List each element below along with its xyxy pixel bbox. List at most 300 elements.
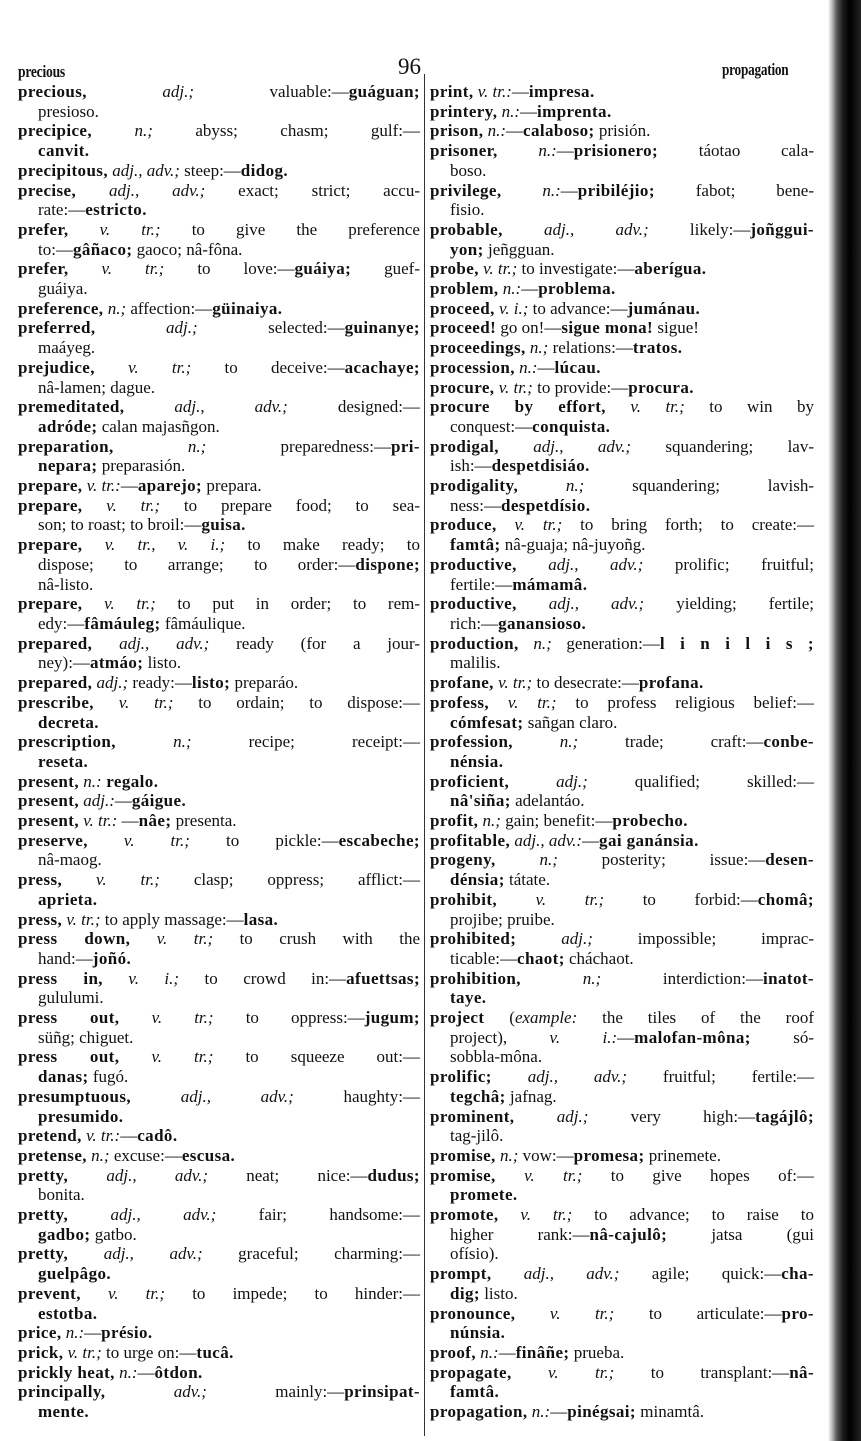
part-of-speech: n.; (518, 476, 585, 496)
bold-term: production, (430, 633, 519, 653)
part-of-speech: v. tr.; (80, 1283, 166, 1303)
part-of-speech: adj., adv.; (516, 594, 645, 614)
part-of-speech: adj.; (514, 1106, 589, 1126)
entry-line (430, 752, 814, 772)
entry-line (18, 1008, 420, 1028)
definition-text: very high:— (588, 1106, 756, 1126)
bold-term: preference, (18, 298, 104, 318)
definition-text: jatsa (gui (667, 1224, 814, 1244)
entry-line (430, 82, 814, 102)
entry-line (430, 1304, 814, 1324)
dictionary-entry (18, 732, 420, 771)
bold-term: núnsia. (450, 1323, 506, 1343)
definition-text: ticable:— (450, 948, 518, 968)
part-of-speech: v. tr.; (495, 1165, 583, 1185)
bold-term: nâ- (789, 1362, 815, 1382)
part-of-speech: n.: (476, 1343, 499, 1362)
definition-text: nâ-maog. (38, 850, 102, 870)
dictionary-entry (430, 515, 814, 554)
dictionary-entry (18, 1363, 420, 1383)
entry-line (430, 181, 814, 201)
definition-text: to urge on:— (101, 1343, 197, 1362)
entry-line (430, 910, 814, 930)
definition-text: — (556, 141, 574, 161)
dictionary-entry (18, 1008, 420, 1047)
definition-text: to investigate:— (517, 259, 635, 279)
definition-text: hand:— (38, 948, 93, 968)
bold-term: guáiya; (294, 259, 352, 279)
definition-text: — (537, 357, 555, 377)
bold-term: famtâ; (450, 535, 501, 555)
definition-text: trade; craft:— (578, 732, 764, 752)
bold-term: preparation, (18, 436, 114, 456)
entry-line (18, 240, 420, 260)
bold-term: present, (18, 811, 79, 831)
bold-term: canvit. (38, 141, 90, 161)
entry-line (18, 969, 420, 989)
bold-term: estotba. (38, 1303, 98, 1323)
part-of-speech: adj., adv.; (68, 1244, 203, 1264)
bold-term: finâñe; (515, 1343, 570, 1362)
entry-line (18, 1146, 420, 1166)
bold-term: prejudice, (18, 357, 95, 377)
definition-text: ready:— (128, 673, 192, 693)
definition-text: só- (750, 1027, 815, 1047)
definition-text: clasp; oppress; afflict:— (159, 870, 420, 890)
definition-text: preparáo. (230, 673, 299, 693)
dictionary-entry (18, 870, 420, 909)
entry-line (18, 496, 420, 516)
part-of-speech: n.; (478, 811, 501, 831)
entry-line (430, 318, 814, 338)
entry-line (430, 811, 814, 831)
entry-line (18, 1284, 420, 1304)
part-of-speech: n.; (525, 338, 549, 358)
dictionary-entry (18, 437, 420, 476)
definition-text: gululumi. (38, 988, 104, 1008)
definition-text: listo. (479, 1283, 518, 1303)
definition-text: graceful; charming:— (202, 1244, 420, 1264)
definition-text: adelantáo. (510, 791, 585, 811)
part-of-speech: adj., adv.; (498, 436, 632, 456)
bold-term: tratos. (632, 338, 683, 358)
bold-term: prepared, (18, 673, 93, 693)
part-of-speech: v. tr.; (82, 495, 161, 515)
entry-line (430, 1284, 814, 1304)
bold-term: cómfesat; (450, 712, 524, 732)
part-of-speech: n.: (78, 771, 102, 791)
bold-term: prisoner, (430, 141, 498, 161)
entry-line (430, 890, 814, 910)
bold-term: presumptuous, (18, 1086, 132, 1106)
bold-term: tegchâ; (450, 1086, 506, 1106)
definition-text: yielding; fertile; (644, 594, 814, 614)
bold-term: pretty, (18, 1205, 69, 1225)
bold-term: pri- (391, 436, 420, 456)
dictionary-entry (430, 732, 814, 771)
definition-text: to transplant:— (614, 1362, 790, 1382)
dictionary-entry (18, 772, 420, 792)
bold-term: nâ'siña; (450, 791, 511, 811)
entry-line (18, 693, 420, 713)
part-of-speech: adj., adv.; (68, 1165, 209, 1185)
dictionary-entry (430, 555, 814, 594)
dictionary-entry (18, 220, 420, 259)
dictionary-entry (18, 1126, 420, 1146)
definition-text: maáyeg. (38, 338, 96, 358)
bold-term: prepare, (18, 476, 83, 496)
entry-line (430, 1185, 814, 1205)
entry-line (430, 1107, 814, 1127)
bold-term: propagate, (430, 1362, 512, 1382)
bold-term: conquista. (532, 416, 611, 436)
part-of-speech: v. tr.; (478, 259, 518, 279)
entry-line (430, 969, 814, 989)
bold-term: procura. (628, 377, 694, 397)
entry-line (18, 850, 420, 870)
definition-text: gatbo. (90, 1224, 137, 1244)
bold-term: prick, (18, 1343, 64, 1362)
bold-term: dudus; (367, 1165, 420, 1185)
part-of-speech: n.; (495, 850, 558, 870)
part-of-speech: n.; (92, 121, 153, 141)
definition-text: project), (450, 1027, 508, 1047)
bold-term: prison, (430, 121, 484, 141)
page-number: 96 (398, 54, 421, 79)
bold-term: chaot; (517, 948, 565, 968)
bold-term: dénsia; (450, 870, 505, 890)
entry-line (430, 515, 814, 535)
definition-text: — (120, 1126, 138, 1146)
definition-text: to profess religious belief:— (556, 692, 814, 712)
definition-text: to deceive:— (191, 357, 345, 377)
dictionary-entry (430, 772, 814, 811)
entry-line (18, 437, 420, 457)
dictionary-entry (430, 338, 814, 358)
entry-line (430, 1264, 814, 1284)
dictionary-entry (430, 1067, 814, 1106)
dictionary-entry (18, 161, 420, 181)
part-of-speech: adj., adv.; (124, 397, 288, 417)
definition-text: ish:— (450, 456, 492, 476)
definition-text: — (521, 279, 539, 299)
part-of-speech: adj.; (509, 771, 588, 791)
definition-text: presenta. (171, 811, 237, 831)
bold-term: promete. (450, 1185, 518, 1205)
entry-line (430, 1067, 814, 1087)
definition-text: to apply massage:— (100, 909, 244, 929)
part-of-speech: n.: (514, 357, 538, 377)
entry-line (430, 1225, 814, 1245)
bold-term: proof, (430, 1343, 477, 1362)
definition-text: ofísio). (450, 1244, 499, 1264)
entry-line (430, 417, 814, 437)
part-of-speech: v. tr.: (78, 811, 118, 831)
right-column (430, 82, 814, 1422)
bold-term: profane, (430, 673, 494, 693)
dictionary-entry (18, 634, 420, 673)
bold-term: l i n i l i s ; (659, 633, 814, 653)
dictionary-entry (430, 220, 814, 259)
bold-term: privilege, (430, 180, 502, 200)
bold-term: propagation, (430, 1402, 528, 1422)
definition-text: preparedness:— (206, 436, 391, 456)
definition-text: nâ-listo. (38, 574, 94, 594)
entry-line (18, 1363, 420, 1383)
bold-term: mámamâ. (512, 574, 588, 594)
entry-line (18, 1244, 420, 1264)
entry-line (18, 653, 420, 673)
bold-term: procure by effort, (430, 397, 606, 417)
definition-text: to impede; to hinder:— (165, 1283, 421, 1303)
bold-term: joñó. (92, 948, 132, 968)
dictionary-entry (18, 1205, 420, 1244)
part-of-speech: v. tr.; (497, 889, 605, 909)
bold-term: profession, (430, 732, 513, 752)
entry-line (18, 870, 420, 890)
definition-text: — (520, 101, 538, 121)
dictionary-entry (430, 1146, 814, 1166)
bold-term: prisionero; (573, 141, 659, 161)
entry-line (430, 949, 814, 969)
dictionary-entry (430, 102, 814, 122)
bold-term: regalo. (101, 771, 159, 791)
bold-term: press out, (18, 1047, 120, 1067)
entry-line (430, 240, 814, 260)
definition-text: rate:— (38, 200, 86, 220)
part-of-speech: n.; (520, 968, 602, 988)
bold-term: present, (18, 791, 79, 811)
definition-text: — (137, 1362, 155, 1382)
bold-term: gadbo; (38, 1224, 91, 1244)
entry-line (18, 397, 420, 417)
definition-text: to oppress:— (213, 1008, 365, 1028)
definition-text: prisión. (594, 121, 651, 141)
dictionary-entry (430, 673, 814, 693)
definition-text: — (617, 1027, 635, 1047)
part-of-speech: adj., adv.: (510, 830, 583, 850)
entry-line (430, 575, 814, 595)
entry-line (430, 1244, 814, 1264)
entry-line (430, 496, 814, 516)
entry-line (430, 772, 814, 792)
page-binding-edge (828, 0, 861, 1441)
dictionary-entry (18, 693, 420, 732)
part-of-speech: v. tr.; (515, 1303, 615, 1323)
definition-text: minamtâ. (636, 1402, 704, 1422)
bold-term: imprenta. (537, 101, 612, 121)
bold-term: prevent, (18, 1283, 81, 1303)
part-of-speech: v. tr.; (93, 692, 174, 712)
entry-line (430, 259, 814, 279)
entry-line (430, 1363, 814, 1383)
definition-text: — (506, 121, 524, 141)
definition-text: — (550, 1402, 568, 1422)
part-of-speech: n.; (86, 1145, 110, 1165)
entry-line (18, 1264, 420, 1284)
bold-term: chomâ; (757, 889, 814, 909)
bold-term: guelpâgo. (38, 1264, 112, 1284)
definition-text: fabot; bene- (654, 180, 814, 200)
entry-line (18, 476, 420, 496)
part-of-speech: adj., adv.; (92, 633, 210, 653)
dictionary-entry (430, 811, 814, 831)
bold-term: promote, (430, 1205, 499, 1225)
part-of-speech: v. tr.: (473, 82, 512, 101)
entry-line (18, 1343, 420, 1363)
dictionary-entry (430, 259, 814, 279)
dictionary-entry (430, 1166, 814, 1205)
bold-term: prickly heat, (18, 1362, 115, 1382)
bold-term: pinégsai; (567, 1402, 636, 1422)
left-column (18, 82, 420, 1422)
dictionary-entry (430, 378, 814, 398)
dictionary-entry (18, 594, 420, 633)
entry-line (18, 141, 420, 161)
definition-text: steep:— (179, 160, 241, 180)
definition-text: ness:— (450, 495, 501, 515)
part-of-speech: example: (514, 1008, 578, 1028)
entry-line (430, 161, 814, 181)
part-of-speech: n.; (103, 298, 127, 318)
bold-term: problem, (430, 279, 499, 299)
bold-term: prompt, (430, 1264, 492, 1284)
definition-text: haughty:— (293, 1086, 420, 1106)
dictionary-entry (430, 594, 814, 633)
dictionary-entry (430, 181, 814, 220)
bold-term: despetdísio. (501, 495, 591, 515)
part-of-speech: adj., adv.; (491, 1264, 620, 1284)
entry-line (18, 515, 420, 535)
entry-line (18, 732, 420, 752)
dictionary-entry (430, 1205, 814, 1264)
bold-term: nâ-cajulô; (589, 1224, 668, 1244)
definition-text: nâ-lamen; dague. (38, 377, 156, 397)
definition-text: to bring forth; to create:— (562, 515, 815, 535)
definition-text: projibe; pruibe. (450, 909, 555, 929)
bold-term: preserve, (18, 830, 88, 850)
definition-text: — (560, 180, 578, 200)
entry-line (430, 1166, 814, 1186)
part-of-speech: n.: (114, 1362, 138, 1382)
definition-text: prepara. (202, 476, 262, 496)
part-of-speech: adj.; (92, 673, 129, 693)
bold-term: productive, (430, 554, 517, 574)
definition-text: fair; handsome:— (216, 1205, 421, 1225)
bold-term: acachaye; (344, 357, 420, 377)
part-of-speech: n.: (498, 279, 522, 299)
bold-term: pro- (781, 1303, 814, 1323)
bold-term: printery, (430, 101, 498, 121)
entry-line (18, 1185, 420, 1205)
entry-line (430, 929, 814, 949)
entry-line (430, 1343, 814, 1363)
entry-line (430, 555, 814, 575)
definition-text: neat; nice:— (208, 1165, 368, 1185)
bold-term: press in, (18, 968, 103, 988)
entry-line (430, 614, 814, 634)
entry-line (18, 890, 420, 910)
entry-line (18, 279, 420, 299)
entry-line (18, 220, 420, 240)
bold-term: precipitous, (18, 160, 108, 180)
bold-term: promise, (430, 1145, 496, 1165)
dictionary-entry (430, 1343, 814, 1363)
entry-line (430, 358, 814, 378)
dictionary-entry (430, 476, 814, 515)
definition-text: to ordain; to dispose:— (173, 692, 420, 712)
definition-text: to articulate:— (614, 1303, 782, 1323)
bold-term: presumido. (38, 1106, 124, 1126)
definition-text: designed:— (287, 397, 421, 417)
definition-text: tag-jilô. (450, 1126, 504, 1146)
dictionary-entry (430, 437, 814, 476)
bold-term: gai ganánsia. (599, 830, 699, 850)
entry-line (430, 1146, 814, 1166)
bold-term: prohibition, (430, 968, 521, 988)
definition-text: to crush with the (213, 929, 420, 949)
entry-line (430, 673, 814, 693)
definition-text: squandering; lavish- (584, 476, 814, 496)
entry-line (18, 988, 420, 1008)
entry-line (430, 1126, 814, 1146)
dictionary-entry (430, 831, 814, 851)
bold-term: mente. (38, 1402, 90, 1422)
entry-line (430, 1087, 814, 1107)
bold-term: proceed, (430, 298, 495, 318)
bold-term: dispone; (355, 554, 420, 574)
bold-term: prohibited; (430, 929, 517, 949)
definition-text: boso. (450, 160, 487, 180)
part-of-speech: v. tr.; (496, 515, 563, 535)
definition-text: fruitful; fertile:— (627, 1067, 815, 1087)
entry-line (430, 1323, 814, 1343)
definition-text: prinemete. (644, 1145, 721, 1165)
bold-term: project (430, 1008, 485, 1028)
bold-term: pronounce, (430, 1303, 516, 1323)
part-of-speech: adv.; (105, 1382, 207, 1402)
bold-term: prefer, (18, 219, 69, 239)
definition-text: conquest:— (450, 416, 533, 436)
part-of-speech: v. tr.; (68, 219, 161, 239)
bold-term: sigue mona! (561, 318, 654, 338)
dictionary-entry (18, 1323, 420, 1343)
definition-text: to win by (684, 397, 814, 417)
part-of-speech: n.: (483, 121, 507, 141)
entry-line (430, 200, 814, 220)
part-of-speech: n.: (61, 1323, 85, 1343)
part-of-speech: n.: (497, 101, 521, 121)
definition-text: ready (for a jour- (209, 633, 420, 653)
dictionary-entry (18, 535, 420, 594)
entry-line (430, 653, 814, 673)
entry-line (18, 338, 420, 358)
part-of-speech: n.; (495, 1145, 519, 1165)
dictionary-entry (430, 358, 814, 378)
dictionary-entry (18, 969, 420, 1008)
definition-text: nâ-guaja; nâ-juyoñg. (500, 535, 646, 555)
dictionary-entry (18, 1087, 420, 1126)
part-of-speech: v. tr.; (62, 909, 101, 929)
bold-term: didog. (240, 160, 289, 180)
part-of-speech: v. tr.; (494, 377, 533, 397)
part-of-speech: v. tr.; (94, 357, 192, 377)
bold-term: famtâ. (450, 1382, 500, 1402)
bold-term: proceed! (430, 318, 497, 338)
bold-term: aprieta. (38, 889, 98, 909)
entry-line (430, 1402, 814, 1422)
dictionary-entry (430, 318, 814, 338)
